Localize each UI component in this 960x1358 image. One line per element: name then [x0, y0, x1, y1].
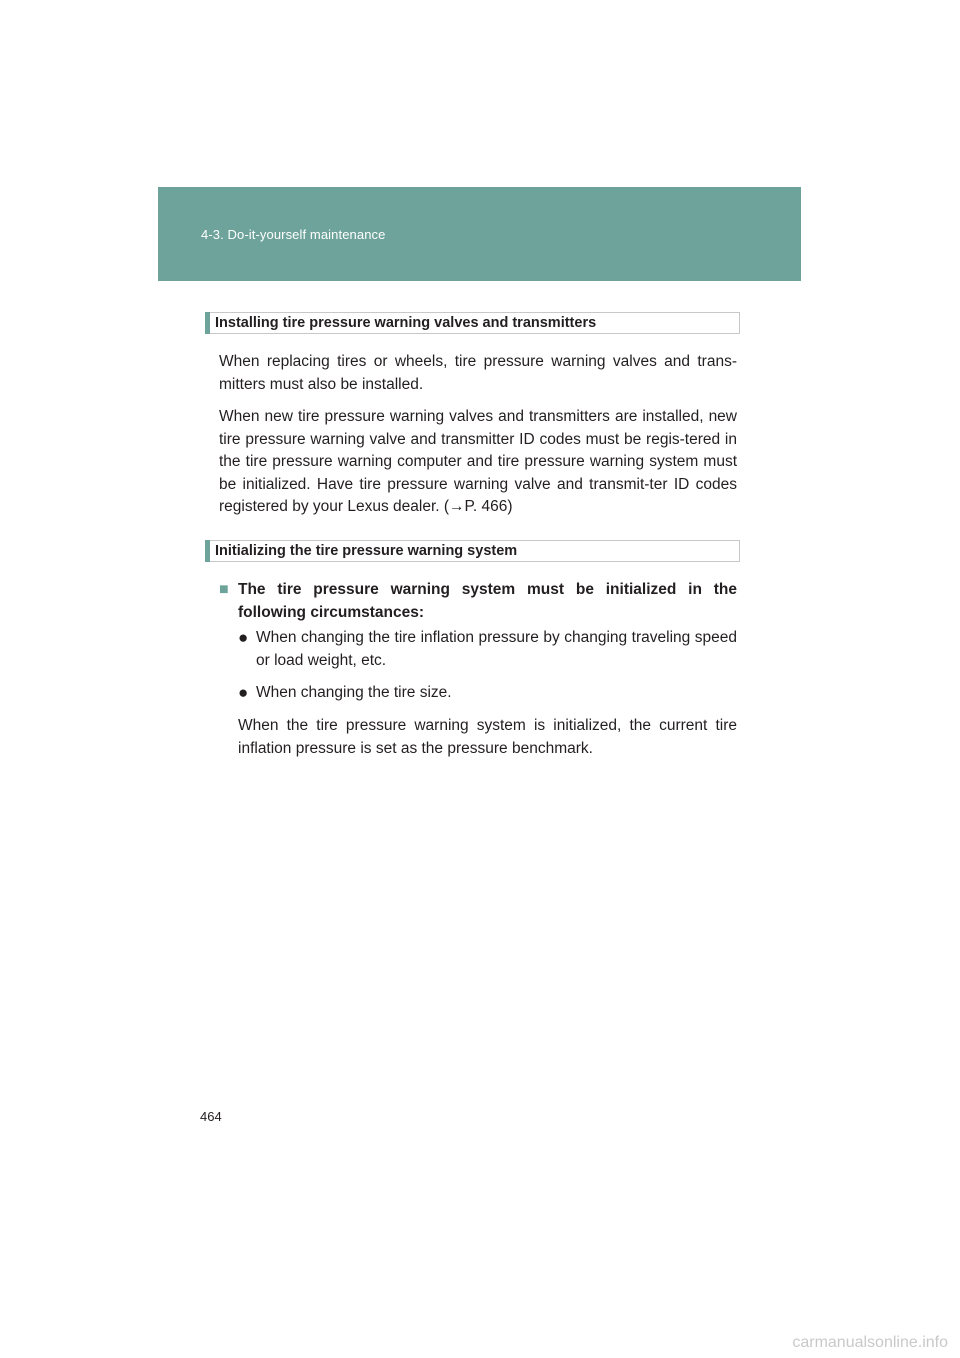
bullet-dot-icon: ●	[238, 683, 249, 702]
paragraph: When new tire pressure warning valves and transmitters are installed, new tire pressure warning valve and transmitter ID codes must be regis-tered in the tire pressure warning computer and tire pressure warning system must be initialized. Have tire pressure warning valve and transmit-ter ID codes registered by your Lexus dealer. (→P. 466)	[219, 408, 737, 515]
chapter-header-band	[158, 187, 801, 281]
section-heading-accent-bar	[205, 540, 210, 562]
watermark: carmanualsonline.info	[792, 1334, 948, 1351]
bullet-dot-icon: ●	[238, 628, 249, 647]
list-item: When changing the tire inflation pressure by changing traveling speed or load weight, etc.	[256, 629, 737, 669]
list-item: When changing the tire size.	[256, 684, 452, 701]
page-number: 464	[200, 1109, 222, 1124]
paragraph: When replacing tires or wheels, tire pressure warning valves and trans-mitters must also be installed.	[219, 353, 737, 393]
section-heading-installing	[205, 312, 740, 334]
section-heading-accent-bar	[205, 312, 210, 334]
chapter-section-label: 4-3. Do-it-yourself maintenance	[201, 227, 386, 242]
subheading: The tire pressure warning system must be initialized in the following circumstances:	[238, 581, 737, 621]
section-title: Installing tire pressure warning valves and transmitters	[215, 315, 597, 331]
section-heading-initializing	[205, 540, 740, 562]
section-title: Initializing the tire pressure warning system	[215, 543, 518, 559]
square-marker-icon: ■	[219, 581, 229, 598]
paragraph: When the tire pressure warning system is initialized, the current tire inflation pressure is set as the pressure benchmark.	[238, 717, 737, 757]
